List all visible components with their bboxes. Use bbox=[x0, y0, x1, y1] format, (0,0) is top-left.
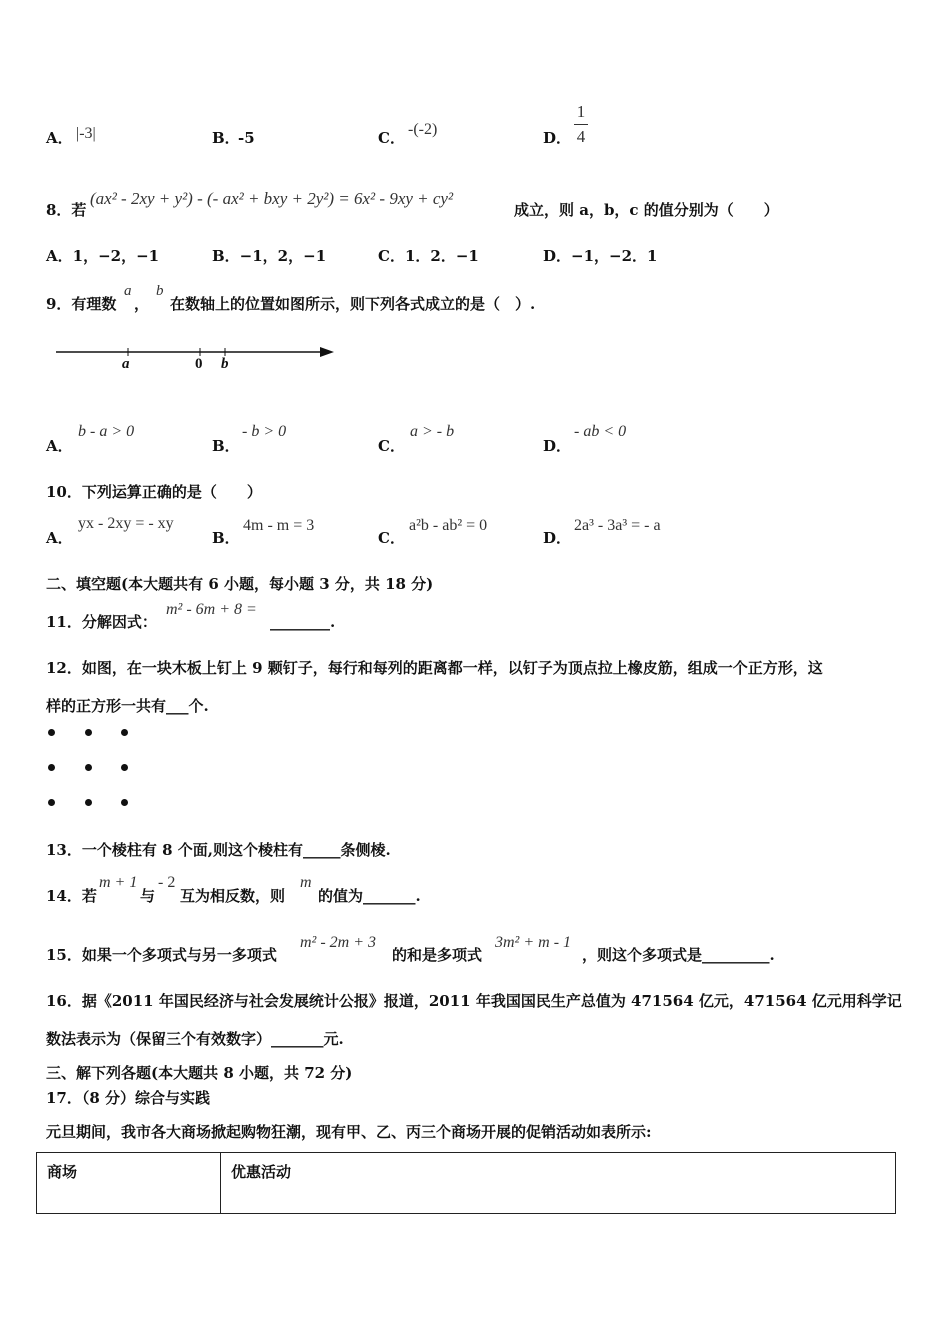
q11-blank: ________. bbox=[270, 613, 336, 631]
nail-dot bbox=[48, 799, 55, 806]
q7-option-c-label: C． bbox=[378, 129, 405, 147]
nail-dot bbox=[48, 764, 55, 771]
q10-option-d-expr: 2a³ - 3a³ = - a bbox=[574, 517, 661, 534]
q8-option-b: B．−1，2，−1 bbox=[212, 247, 327, 265]
q8-prefix: 8．若 bbox=[46, 201, 87, 219]
section-3-heading: 三、解下列各题(本大题共 8 小题，共 72 分) bbox=[46, 1064, 353, 1082]
q14-expr1: m + 1 bbox=[99, 874, 138, 891]
q7-option-c-expr: -(-2) bbox=[408, 121, 438, 138]
q16-line2: 数法表示为（保留三个有效数字）_______元. bbox=[46, 1030, 344, 1048]
q9-option-d-expr: - ab < 0 bbox=[574, 423, 627, 440]
q7-option-d-label: D． bbox=[543, 129, 572, 147]
q10-option-c-label: C． bbox=[378, 529, 405, 547]
q16-line1: 16．据《2011 年国民经济与社会发展统计公报》报道，2011 年我国国民生产总值为 471564 亿元，471564 亿元用科学记 bbox=[46, 992, 902, 1010]
number-line-arrow bbox=[320, 347, 334, 357]
q12-line1: 12．如图，在一块木板上钉上 9 颗钉子，每行和每列的距离都一样，以钉子为顶点拉上橡皮筋，组成一个正方形，这 bbox=[46, 659, 823, 677]
q11-expr: m² - 6m + 8 = bbox=[166, 601, 257, 618]
fraction-denominator: 4 bbox=[576, 127, 586, 146]
q10-stem: 10．下列运算正确的是（ ） bbox=[46, 483, 262, 501]
number-line-label-a: a bbox=[122, 356, 130, 372]
nail-dot bbox=[121, 764, 128, 771]
q9-comma: ， bbox=[134, 295, 150, 313]
q15-prefix: 15．如果一个多项式与另一多项式 bbox=[46, 946, 277, 964]
q9-var-b: b bbox=[156, 283, 164, 299]
nail-dot bbox=[85, 799, 92, 806]
q8-option-d: D．−1，−2．1 bbox=[543, 247, 658, 265]
q10-option-a-expr: yx - 2xy = - xy bbox=[78, 515, 174, 532]
section-2-heading: 二、填空题(本大题共有 6 小题，每小题 3 分，共 18 分) bbox=[46, 575, 434, 593]
q9-option-b-label: B． bbox=[212, 437, 240, 455]
fraction-numerator: 1 bbox=[576, 102, 586, 121]
promotion-table bbox=[36, 1152, 896, 1214]
q10-option-c-expr: a²b - ab² = 0 bbox=[409, 517, 488, 534]
q7-option-b-label: B． bbox=[212, 129, 240, 147]
q12-line2: 样的正方形一共有___个. bbox=[46, 697, 209, 715]
table-header-mall: 商场 bbox=[37, 1153, 221, 1214]
table-header-promotion: 优惠活动 bbox=[221, 1153, 896, 1214]
number-line-label-b: b bbox=[221, 356, 229, 372]
nail-dot bbox=[121, 729, 128, 736]
table-header-row bbox=[37, 1153, 896, 1214]
q10-option-b-label: B． bbox=[212, 529, 240, 547]
q7-option-a-label: A． bbox=[46, 129, 73, 147]
q14-prefix: 14．若 bbox=[46, 887, 97, 905]
q11-prefix: 11．分解因式： bbox=[46, 613, 157, 631]
q9-suffix: 在数轴上的位置如图所示，则下列各式成立的是（ ）. bbox=[170, 295, 536, 313]
q10-option-b-expr: 4m - m = 3 bbox=[243, 517, 315, 534]
q7-option-b-expr: -5 bbox=[238, 129, 255, 147]
q17-intro: 元旦期间，我市各大商场掀起购物狂潮，现有甲、乙、丙三个商场开展的促销活动如表所示: bbox=[46, 1123, 652, 1141]
number-line-label-zero: 0 bbox=[195, 356, 203, 372]
q14-mid2: 互为相反数，则 bbox=[180, 887, 286, 905]
q15-expr2: 3m² + m - 1 bbox=[495, 934, 572, 951]
q17-title: 17．（8 分）综合与实践 bbox=[46, 1089, 211, 1107]
q10-option-d-label: D． bbox=[543, 529, 572, 547]
q15-suffix: ，则这个多项式是_________. bbox=[582, 946, 775, 964]
q14-suffix: 的值为_______. bbox=[318, 887, 421, 905]
q13-text: 13．一个棱柱有 8 个面,则这个棱柱有_____条侧棱. bbox=[46, 841, 391, 859]
fraction-bar bbox=[574, 124, 588, 125]
q15-expr1: m² - 2m + 3 bbox=[300, 934, 377, 951]
q9-prefix: 9．有理数 bbox=[46, 295, 117, 313]
q7-option-a-expr: |-3| bbox=[76, 125, 96, 142]
nail-dot bbox=[85, 729, 92, 736]
q9-option-d-label: D． bbox=[543, 437, 572, 455]
q7-option-d-fraction bbox=[574, 102, 588, 147]
q9-option-b-expr: - b > 0 bbox=[242, 423, 287, 440]
q8-equation: (ax² - 2xy + y²) - (- ax² + bxy + 2y²) = 6x² - 9xy + cy² bbox=[90, 189, 454, 208]
q9-option-a-label: A． bbox=[46, 437, 73, 455]
q8-suffix: 成立，则 a，b，c 的值分别为（ ） bbox=[514, 201, 779, 219]
q14-mid: 与 bbox=[140, 887, 156, 905]
q9-var-a: a bbox=[124, 283, 132, 299]
q8-option-a: A．1，−2，−1 bbox=[46, 247, 160, 265]
q9-option-a-expr: b - a > 0 bbox=[78, 423, 135, 440]
nail-dot bbox=[85, 764, 92, 771]
q8-option-c: C．1．2．−1 bbox=[378, 247, 479, 265]
q10-option-a-label: A． bbox=[46, 529, 73, 547]
q9-option-c-label: C． bbox=[378, 437, 405, 455]
nail-dot bbox=[121, 799, 128, 806]
q9-option-c-expr: a > - b bbox=[410, 423, 455, 440]
q14-var-m: m bbox=[300, 874, 312, 891]
q15-mid: 的和是多项式 bbox=[392, 946, 483, 964]
q14-expr2: - 2 bbox=[158, 874, 176, 891]
nail-dot bbox=[48, 729, 55, 736]
